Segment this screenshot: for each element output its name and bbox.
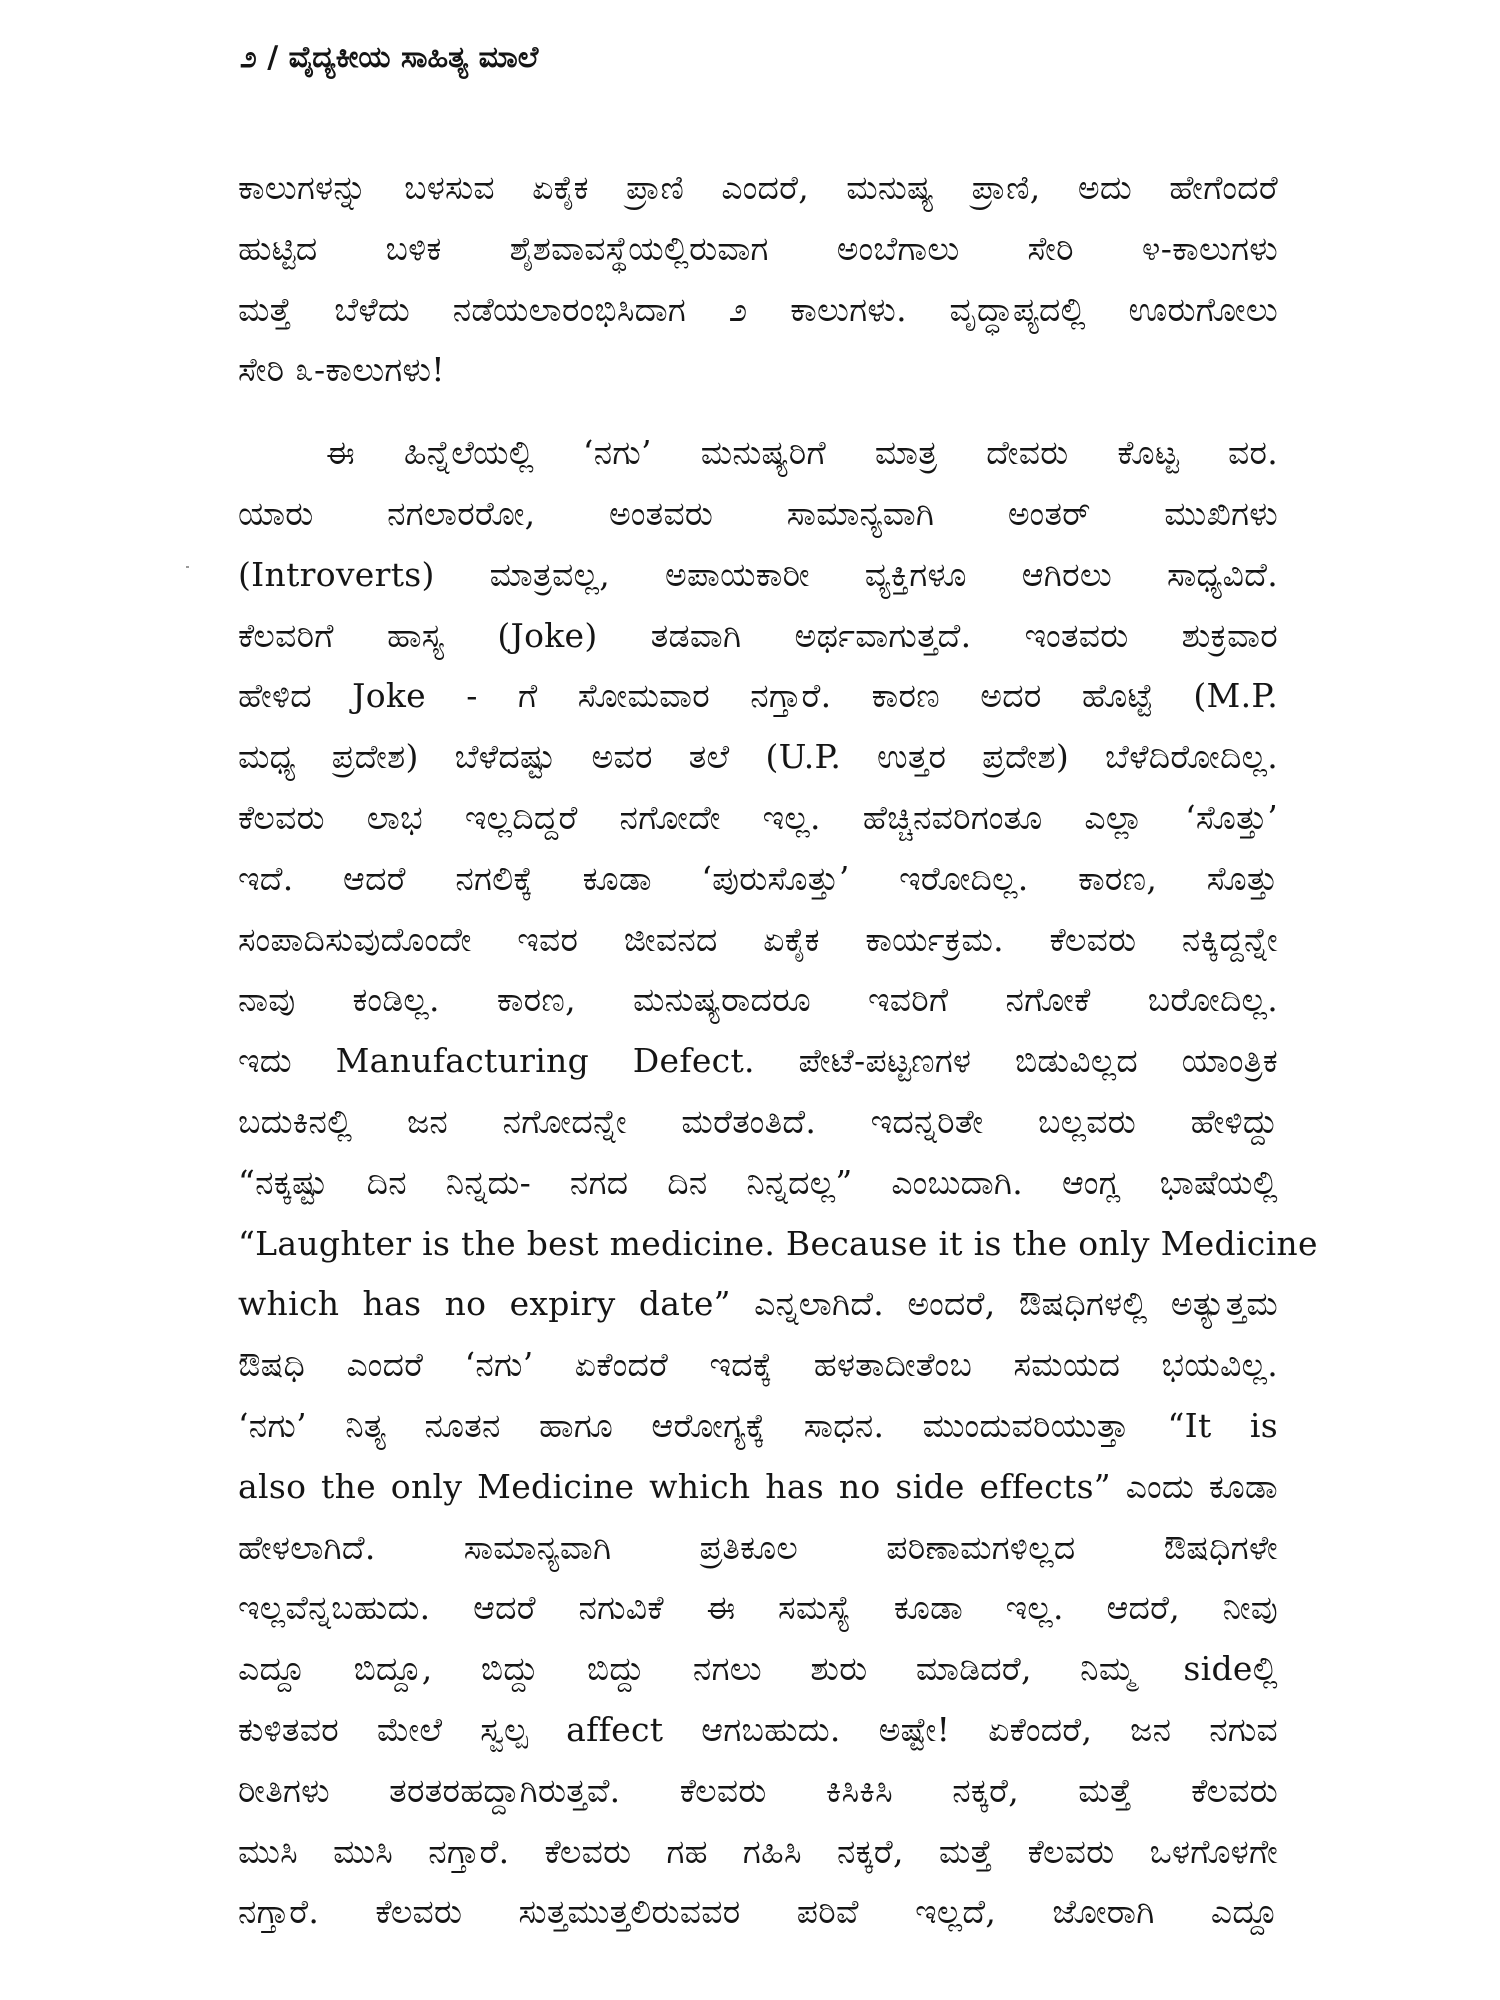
text-line: ಸಂಪಾದಿಸುವುದೊಂದೇ ಇವರ ಜೀವನದ ಏಕೈಕ ಕಾರ್ಯಕ್ರಮ. ಕೆಲವರು ನಕ್ಕಿದ್ದನ್ನೇ: [238, 919, 1278, 959]
text-line: ಸೇರಿ ೩-ಕಾಲುಗಳು!: [238, 350, 445, 390]
text-line: “Laughter is the best medicine. Because it is the only Medicine: [238, 1223, 1318, 1263]
text-line: ಈ ಹಿನ್ನೆಲೆಯಲ್ಲಿ ‘ನಗು’ ಮನುಷ್ಯರಿಗೆ ಮಾತ್ರ ದೇವರು ಕೊಟ್ಟ ವರ.: [326, 433, 1278, 473]
text-line: ‘ನಗು’ ನಿತ್ಯ ನೂತನ ಹಾಗೂ ಆರೋಗ್ಯಕ್ಕೆ ಸಾಧನ. ಮುಂದುವರಿಯುತ್ತಾ “It is: [238, 1405, 1278, 1445]
text-line: ಇಲ್ಲವೆನ್ನಬಹುದು. ಆದರೆ ನಗುವಿಕೆ ಈ ಸಮಸ್ಯೆ ಕೂಡಾ ಇಲ್ಲ. ಆದರೆ, ನೀವು: [238, 1588, 1278, 1628]
text-line: ಕುಳಿತವರ ಮೇಲೆ ಸ್ವಲ್ಪ affect ಆಗಬಹುದು. ಅಷ್ಟೇ! ಏಕೆಂದರೆ, ಜನ ನಗುವ: [238, 1709, 1278, 1749]
text-line: ಇದು Manufacturing Defect. ಪೇಟೆ-ಪಟ್ಟಣಗಳ ಬಿಡುವಿಲ್ಲದ ಯಾಂತ್ರಿಕ: [238, 1041, 1278, 1081]
text-line: ಯಾರು ನಗಲಾರರೋ, ಅಂತವರು ಸಾಮಾನ್ಯವಾಗಿ ಅಂತರ್ ಮುಖಿಗಳು: [238, 493, 1278, 533]
text-line: ಎದ್ದೂ ಬಿದ್ದೂ, ಬಿದ್ದು ಬಿದ್ದು ನಗಲು ಶುರು ಮಾಡಿದರೆ, ನಿಮ್ಮ sideಲ್ಲಿ: [238, 1649, 1278, 1689]
paragraph-2: [238, 423, 1318, 1943]
text-line: ಹುಟ್ಟಿದ ಬಳಿಕ ಶೈಶವಾವಸ್ಥೆಯಲ್ಲಿರುವಾಗ ಅಂಬೆಗಾಲು ಸೇರಿ ೪-ಕಾಲುಗಳು: [238, 228, 1278, 268]
paragraph-1: [238, 158, 1278, 401]
text-line: “ನಕ್ಕಷ್ಟು ದಿನ ನಿನ್ನದು- ನಗದ ದಿನ ನಿನ್ನದಲ್ಲ” ಎಂಬುದಾಗಿ. ಆಂಗ್ಲ ಭಾಷೆಯಲ್ಲಿ: [238, 1162, 1278, 1202]
text-line: ಕೆಲವರು ಲಾಭ ಇಲ್ಲದಿದ್ದರೆ ನಗೋದೇ ಇಲ್ಲ. ಹೆಚ್ಚಿನವರಿಗಂತೂ ಎಲ್ಲಾ ‘ಸೊತ್ತು’: [238, 797, 1278, 837]
text-line: ರೀತಿಗಳು ತರತರಹದ್ದಾಗಿರುತ್ತವೆ. ಕೆಲವರು ಕಿಸಿಕಿಸಿ ನಕ್ಕರೆ, ಮತ್ತೆ ಕೆಲವರು: [238, 1770, 1278, 1810]
paragraph-spacer: [238, 401, 1278, 423]
text-line: ಹೇಳಲಾಗಿದೆ. ಸಾಮಾನ್ಯವಾಗಿ ಪ್ರತಿಕೂಲ ಪರಿಣಾಮಗಳಿಲ್ಲದ ಔಷಧಿಗಳೇ: [238, 1527, 1278, 1567]
text-line: ಹೇಳಿದ Joke - ಗೆ ಸೋಮವಾರ ನಗ್ತಾರೆ. ಕಾರಣ ಅದರ ಹೊಟ್ಟೆ (M.P.: [238, 676, 1278, 716]
text-line: ಮತ್ತೆ ಬೆಳೆದು ನಡೆಯಲಾರಂಭಿಸಿದಾಗ ೨ ಕಾಲುಗಳು. ವೃದ್ಧಾಪ್ಯದಲ್ಲಿ ಊರುಗೋಲು: [238, 289, 1278, 329]
body-text: [238, 158, 1318, 1943]
text-line: ಔಷಧಿ ಎಂದರೆ ‘ನಗು’ ಏಕೆಂದರೆ ಇದಕ್ಕೆ ಹಳತಾದೀತೆಂಬ ಸಮಯದ ಭಯವಿಲ್ಲ.: [238, 1345, 1278, 1385]
text-line: ಕೆಲವರಿಗೆ ಹಾಸ್ಯ (Joke) ತಡವಾಗಿ ಅರ್ಥವಾಗುತ್ತದೆ. ಇಂತವರು ಶುಕ್ರವಾರ: [238, 615, 1278, 655]
text-line: (Introverts) ಮಾತ್ರವಲ್ಲ, ಅಪಾಯಕಾರೀ ವ್ಯಕ್ತಿಗಳೂ ಆಗಿರಲು ಸಾಧ್ಯವಿದೆ.: [238, 554, 1278, 594]
text-line: ಇದೆ. ಆದರೆ ನಗಲಿಕ್ಕೆ ಕೂಡಾ ‘ಪುರುಸೊತ್ತು’ ಇರೋದಿಲ್ಲ. ಕಾರಣ, ಸೊತ್ತು: [238, 858, 1278, 898]
text-line: which has no expiry date” ಎನ್ನಲಾಗಿದೆ. ಅಂದರೆ, ಔಷಧಿಗಳಲ್ಲಿ ಅತ್ಯುತ್ತಮ: [238, 1284, 1278, 1324]
margin-mark: [186, 566, 189, 568]
text-line: ನಾವು ಕಂಡಿಲ್ಲ. ಕಾರಣ, ಮನುಷ್ಯರಾದರೂ ಇವರಿಗೆ ನಗೋಕೆ ಬರೋದಿಲ್ಲ.: [238, 980, 1278, 1020]
text-line: ಬದುಕಿನಲ್ಲಿ ಜನ ನಗೋದನ್ನೇ ಮರೆತಂತಿದೆ. ಇದನ್ನರಿತೇ ಬಲ್ಲವರು ಹೇಳಿದ್ದು: [238, 1101, 1278, 1141]
text-line: also the only Medicine which has no side effects” ಎಂದು ಕೂಡಾ: [238, 1466, 1278, 1506]
text-line: ಮುಸಿ ಮುಸಿ ನಗ್ತಾರೆ. ಕೆಲವರು ಗಹ ಗಹಿಸಿ ನಕ್ಕರೆ, ಮತ್ತೆ ಕೆಲವರು ಒಳಗೊಳಗೇ: [238, 1831, 1278, 1871]
running-header: ೨ / ವೈದ್ಯಕೀಯ ಸಾಹಿತ್ಯ ಮಾಲೆ: [240, 40, 539, 75]
text-line: ಮಧ್ಯ ಪ್ರದೇಶ) ಬೆಳೆದಷ್ಟು ಅವರ ತಲೆ (U.P. ಉತ್ತರ ಪ್ರದೇಶ) ಬೆಳೆದಿರೋದಿಲ್ಲ.: [238, 737, 1278, 777]
text-line: ನಗ್ತಾರೆ. ಕೆಲವರು ಸುತ್ತಮುತ್ತಲಿರುವವರ ಪರಿವೆ ಇಲ್ಲದೆ, ಜೋರಾಗಿ ಎದ್ದೂ: [238, 1892, 1278, 1932]
text-line: ಕಾಲುಗಳನ್ನು ಬಳಸುವ ಏಕೈಕ ಪ್ರಾಣಿ ಎಂದರೆ, ಮನುಷ್ಯ ಪ್ರಾಣಿ, ಅದು ಹೇಗೆಂದರೆ: [238, 168, 1278, 207]
